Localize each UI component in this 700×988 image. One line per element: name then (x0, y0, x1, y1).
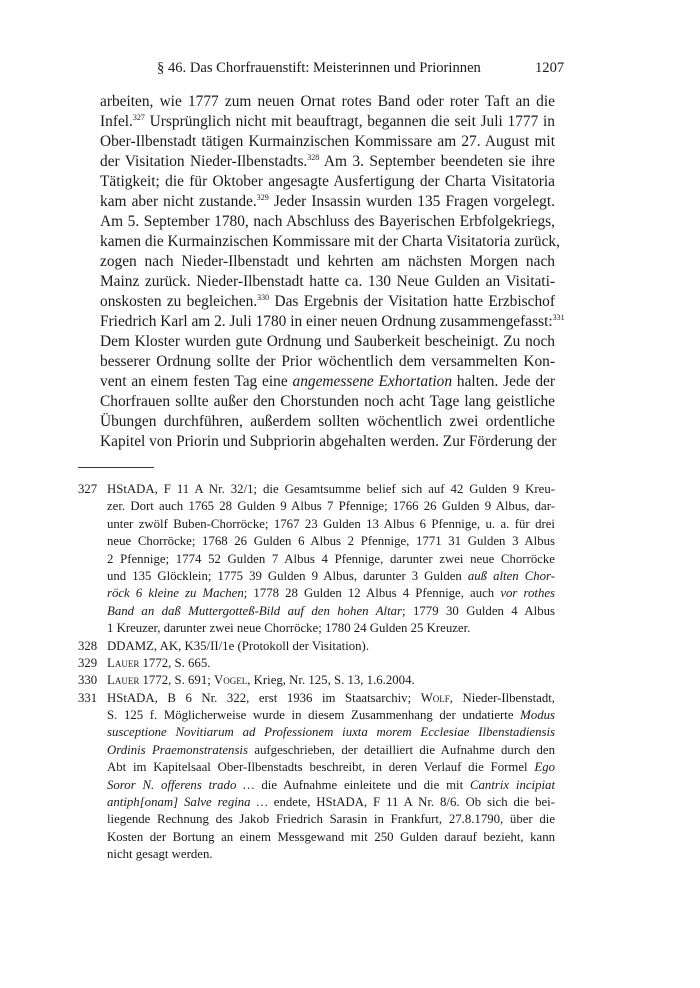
footnote-line: liegende Rechnung des Jakob Friedrich Sarasin in Frankfurt, 27.8.1790, über die (107, 812, 555, 827)
text-line: kamen die Kurmainzischen Kommissare mit der Charta Visitatoria zurück, (100, 233, 560, 250)
page-number: 1207 (535, 60, 565, 76)
footnote-line: Soror N. offerens trado … die Aufnahme einleitete und die mit Cantrix incipiat (107, 777, 556, 792)
main-text (100, 92, 565, 452)
footnote-line: HStADA, B 6 Nr. 322, erst 1936 im Staatsarchiv; Wolf, Nieder-Ilbenstadt, (107, 690, 556, 705)
footnote-ref[interactable]: 327 (132, 113, 145, 122)
footnote-number: 329 (78, 655, 98, 670)
text-line: zogen nach Nieder-Ilbenstadt und kehrten am nächsten Morgen nach (100, 253, 555, 270)
text-line: onskosten zu begleichen.$^{330}$ Das Ergebnis der Visitation hatte Erzbischof (100, 293, 555, 310)
text-line: Mainz zurück. Nieder-Ilbenstadt hatte ca. 130 Neue Gulden an Visitati- (100, 273, 555, 290)
footnote-number: 328 (78, 638, 98, 653)
footnote-330 (78, 672, 555, 689)
footnote-line: neue Chorröcke; 1768 26 Gulden 6 Albus 2 Pfennige, 1771 31 Gulden 3 Albus (107, 534, 555, 549)
text-line: Dem Kloster wurden gute Ordnung und Sauberkeit bescheinigt. Zu noch (100, 333, 555, 350)
running-head: § 46. Das Chorfrauenstift: Meisterinnen und Priorinnen (157, 60, 481, 76)
footnote-line: 1 Kreuzer, darunter zwei neue Chorröcke; 1780 24 Gulden 25 Kreuzer. (107, 621, 471, 636)
footnote-line: und 135 Glöcklein; 1775 39 Gulden 9 Albus, darunter 3 Gulden auß alten Chor- (107, 568, 556, 583)
footnotes (78, 481, 555, 864)
text-line: Am 5. September 1780, nach Abschluss des Bayerischen Erbfolgekriegs, (100, 213, 555, 230)
text-line: der Visitation Nieder-Ilbenstadts.$^{328}$ Am 3. September beendeten sie ihre (100, 153, 555, 170)
footnote-328 (78, 638, 555, 655)
footnote-line: Lauer 1772, S. 691; Vogel, Krieg, Nr. 125, S. 13, 1.6.2004. (107, 673, 415, 688)
text-line: vent an einem festen Tag eine angemessene Exhortation halten. Jede der (100, 373, 555, 390)
text-line: Chorfrauen sollte außer den Chorstunden noch acht Tage lang geistliche (100, 393, 555, 410)
footnote-line: zer. Dort auch 1765 28 Gulden 9 Albus 7 Pfennige; 1766 26 Gulden 9 Albus, dar- (107, 499, 555, 514)
text-line: Ober-Ilbenstadt tätigen Kurmainzischen Kommissare am 27. August mit (100, 133, 555, 150)
footnote-line: Ordinis Praemonstratensis aufgeschrieben, der detailliert die Aufnahme durch den (107, 742, 555, 757)
text-line: kam aber nicht zustande.$^{329}$ Jeder Insassin wurden 135 Fragen vorgelegt. (100, 193, 555, 210)
footnote-329 (78, 655, 555, 672)
text-line: Friedrich Karl am 2. Juli 1780 in einer neuen Ordnung zusammengefasst:$^{331}$ (100, 313, 565, 330)
footnote-line: S. 125 f. Möglicherweise wurde in diesem Zusammenhang der undatierte Modus (107, 708, 555, 723)
text-line: Infel.$^{327}$ Ursprünglich nicht mit beauftragt, begannen die seit Juli 1777 in (100, 113, 555, 130)
footnote-line: unter zwölf Buben-Chorröcke; 1767 23 Gulden 13 Albus 6 Pfennige, u. a. für drei (107, 516, 555, 531)
footnote-number: 327 (78, 482, 98, 496)
footnote-line: DDAMZ, AK, K35/II/1e (Protokoll der Visitation). (107, 638, 370, 653)
footnote-separator (78, 467, 154, 468)
footnote-line: susceptione Novitiarum ad Professionem iuxta morem Ecclesiae Ilbenstadiensis (107, 725, 555, 740)
footnote-line: Kosten der Bortung an einem Messgewand mit 250 Gulden darauf bezieht, kann (107, 829, 555, 844)
footnote-line: 2 Pfennige; 1774 52 Gulden 7 Albus 4 Pfennige, darunter zwei neue Chorröcke (107, 551, 555, 566)
footnote-line: röck 6 kleine zu Machen; 1778 28 Gulden 12 Albus 4 Pfennige, auch vor rothes (107, 586, 556, 601)
footnote-line: antiph[onam] Salve regina … endete, HStADA, F 11 A Nr. 8/6. Ob sich die bei- (107, 795, 555, 810)
footnote-ref[interactable]: 328 (307, 153, 320, 162)
footnote-number: 330 (78, 673, 98, 688)
text-line: arbeiten, wie 1777 zum neuen Ornat rotes Band oder roter Taft an die (100, 93, 555, 110)
footnote-line: nicht gesagt werden. (107, 847, 213, 862)
footnote-331 (78, 690, 555, 864)
footnote-line: Abt im Kapitelsaal Ober-Ilbenstadts beschreibt, in deren Verlauf die Formel Ego (107, 760, 555, 775)
text-line: Tätigkeit; die für Oktober angesagte Ausfertigung der Charta Visitatoria (100, 173, 555, 190)
text-line: Kapitel von Priorin und Subpriorin abgehalten werden. Zur Förderung der (100, 433, 557, 450)
footnote-ref[interactable]: 331 (552, 313, 565, 322)
footnote-line: HStADA, F 11 A Nr. 32/1; die Gesamtsumme belief sich auf 42 Gulden 9 Kreu- (107, 482, 555, 496)
footnote-ref[interactable]: 329 (256, 193, 269, 202)
footnote-line: Band an daß Muttergotteß-Bild auf den hohen Altar; 1779 30 Gulden 4 Albus (107, 603, 555, 618)
footnote-ref[interactable]: 330 (257, 293, 270, 302)
footnote-327 (78, 481, 555, 638)
footnote-line: Lauer 1772, S. 665. (107, 655, 211, 670)
footnote-number: 331 (78, 690, 98, 705)
text-line: Übungen durchführen, außerdem sollten wöchentlich zwei ordentliche (100, 413, 555, 430)
text-line: besserer Ordnung sollte der Prior wöchentlich dem versammelten Kon- (100, 353, 555, 370)
